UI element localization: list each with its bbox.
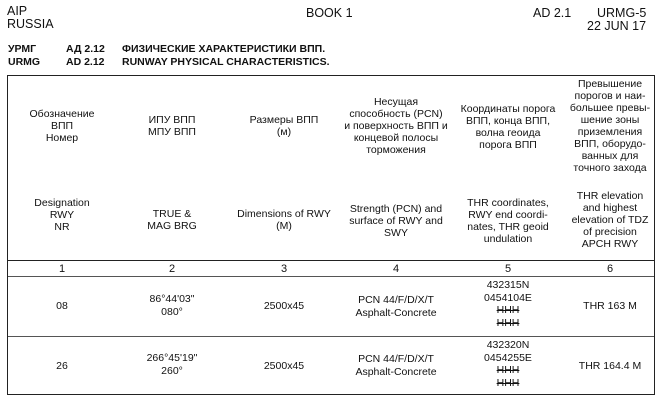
section-title-en: RUNWAY PHYSICAL CHARACTERISTICS. (122, 56, 330, 68)
row1-dimensions: 2500x45 (263, 300, 305, 312)
row-divider (8, 336, 654, 337)
col4-header-ru: Несущая способность (PCN) и поверхность ВПП и концевой полосы торможения (344, 96, 448, 156)
row2-rwy: 26 (56, 360, 68, 372)
col4-header-en: Strength (PCN) and surface of RWY and SWY (349, 203, 443, 239)
col3-number: 3 (280, 263, 288, 275)
section-code-ru: УРМГ (8, 43, 37, 55)
row2-dimensions: 2500x45 (263, 360, 305, 372)
section-num-en: AD 2.12 (66, 56, 105, 68)
row1-elevation: THR 163 M (583, 300, 637, 312)
row2-coordinates: 432320N 0454255E ННН ННН (484, 339, 532, 389)
header-section-code: AD 2.1 (533, 6, 572, 20)
section-title-ru: ФИЗИЧЕСКИЕ ХАРАКТЕРИСТИКИ ВПП. (122, 43, 326, 55)
col2-header-en: TRUE & MAG BRG (147, 208, 197, 232)
header-book: BOOK 1 (306, 6, 353, 20)
col2-number: 2 (168, 263, 176, 275)
row2-strength-surface: PCN 44/F/D/X/T Asphalt-Concrete (355, 353, 437, 378)
col3-header-en: Dimensions of RWY (M) (237, 208, 331, 232)
col5-header-en: THR coordinates, RWY end coordi- nates, THR geoid undulation (467, 197, 549, 245)
col1-header-en: Designation RWY NR (34, 197, 90, 233)
number-row-divider (8, 276, 654, 277)
header-date: 22 JUN 17 (587, 19, 647, 33)
runway-characteristics-table (7, 75, 655, 395)
header-number-divider (8, 260, 654, 261)
header-aip: AIP (7, 4, 28, 18)
col3-header-ru: Размеры ВПП (м) (249, 114, 319, 138)
col4-number: 4 (392, 263, 400, 275)
col1-number: 1 (58, 263, 66, 275)
col5-number: 5 (504, 263, 512, 275)
col6-header-ru: Превышение порогов и наи- большее превы- шение зоны приземления ВПП, оборудо- ванных для точного захода (569, 78, 651, 174)
row1-bearing: 86°44'03" 080° (149, 293, 195, 318)
row1-coordinates: 432315N 0454104E ННН ННН (484, 279, 532, 329)
header-country: RUSSIA (7, 17, 54, 31)
row1-strength-surface: PCN 44/F/D/X/T Asphalt-Concrete (355, 294, 437, 319)
section-code-en: URMG (8, 56, 41, 68)
col1-header-ru: Обозначение ВПП Номер (29, 108, 95, 144)
row2-elevation: THR 164.4 M (578, 360, 642, 372)
row2-bearing: 266°45'19" 260° (146, 352, 198, 377)
col5-header-ru: Координаты порога ВПП, конца ВПП, волна геоида порога ВПП (460, 103, 556, 151)
col2-header-ru: ИПУ ВПП МПУ ВПП (148, 114, 196, 138)
section-num-ru: АД 2.12 (66, 43, 105, 55)
row1-rwy: 08 (56, 300, 68, 312)
col6-number: 6 (606, 263, 614, 275)
header-doc-id: URMG-5 (597, 6, 647, 20)
col6-header-en: THR elevation and highest elevation of TDZ of precision APCH RWY (571, 190, 649, 250)
